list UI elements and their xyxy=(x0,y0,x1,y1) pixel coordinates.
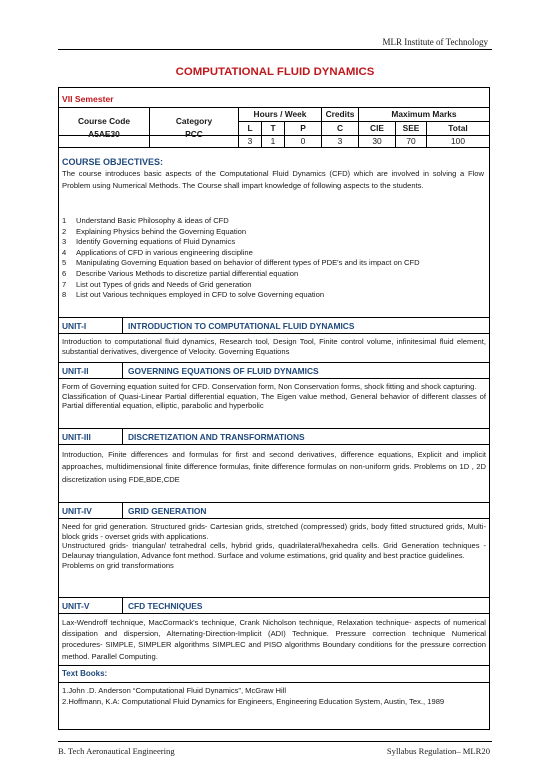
textbooks-heading: Text Books: xyxy=(62,669,108,678)
unit-code: UNIT-III xyxy=(62,432,91,442)
page-title: COMPUTATIONAL FLUID DYNAMICS xyxy=(175,66,375,78)
hours-t-value: 1 xyxy=(262,136,285,148)
objectives-intro: The course introduces basic aspects of the Computational Fluid Dynamics (CFD) which are involved in solving a Flow Problem using Numerical Methods. The Course shall impart knowledge of following aspects to the students. xyxy=(62,169,484,190)
semester-label: VII Semester xyxy=(62,94,114,104)
objectives-heading: COURSE OBJECTIVES: xyxy=(62,157,164,167)
unit-1-text: Introduction to computational fluid dynamics, Research tool, Design Tool, Finite control volume, infinitesimal fluid element, substantial derivatives, divergence of Velocity. Governing Equations xyxy=(62,337,486,356)
credits-c-header: C xyxy=(322,122,359,136)
footer-rule xyxy=(58,741,492,742)
objective-item: 6 Describe Various Methods to discretize partial differential equation xyxy=(62,268,299,278)
marks-header: Maximum Marks xyxy=(359,108,490,122)
header-rule xyxy=(58,49,492,50)
hours-p-value: 0 xyxy=(285,136,322,148)
cie-value: 30 xyxy=(359,136,396,148)
unit-1-header xyxy=(58,317,490,334)
unit-name: CFD TECHNIQUES xyxy=(128,601,203,611)
footer-left: B. Tech Aeronautical Engineering xyxy=(58,746,175,756)
cie-header: CIE xyxy=(359,122,396,136)
hours-t-header: T xyxy=(262,122,285,136)
course-code-value: A5AE30 xyxy=(59,129,150,141)
objective-item: 3 Identify Governing equations of Fluid Dynamics xyxy=(62,237,236,247)
unit-3-text: Introduction, Finite differences and formulas for first and second derivatives, difference equations, Explicit and implicit approaches, multidimensional finite difference formulas, finite difference formulas on non-uniform grids. Problems on 1D , 2D discretization using FDE,BDE,CDE xyxy=(62,450,486,484)
objective-item: 1 Understand Basic Philosophy & ideas of CFD xyxy=(62,216,229,225)
objective-item: 7 List out Types of grids and Needs of Grid generation xyxy=(62,279,252,289)
total-value: 100 xyxy=(427,136,490,148)
unit-4-header xyxy=(58,502,490,519)
hours-header: Hours / Week xyxy=(239,108,322,122)
header-institute: MLR Institute of Technology xyxy=(382,37,488,47)
unit-2-header xyxy=(58,362,490,379)
see-header: SEE xyxy=(396,122,427,136)
textbooks-list xyxy=(62,685,486,707)
objective-item: 2 Explaining Physics behind the Governing Equation xyxy=(62,226,247,236)
hours-l-header: L xyxy=(239,122,262,136)
unit-3-header xyxy=(58,428,490,445)
see-value: 70 xyxy=(396,136,427,148)
unit-name: DISCRETIZATION AND TRANSFORMATIONS xyxy=(128,432,305,442)
unit-code: UNIT-V xyxy=(62,601,90,611)
unit-name: GOVERNING EQUATIONS OF FLUID DYNAMICS xyxy=(128,366,319,376)
unit-code: UNIT-I xyxy=(62,321,87,331)
unit-name: INTRODUCTION TO COMPUTATIONAL FLUID DYNAMICS xyxy=(128,321,355,331)
unit-5-header xyxy=(58,597,490,614)
unit-name: GRID GENERATION xyxy=(128,506,207,516)
total-header: Total xyxy=(427,122,490,136)
unit-4-text: Need for grid generation. Structured grids- Cartesian grids, stretched (compressed) grids, body fitted structured grids, Multi-block grids - overset grids with applications. Unstructured grids- triangular/ tetrahedral cells, hybrid grids, quadrilateral/hexahedra cells. Grid Generation techniques - Delaunay triangulation, Advance font method. Surface and volume estimations, grid quality and best practice guidelines. Problems on grid transformations xyxy=(62,522,486,570)
hours-l-value: 3 xyxy=(239,136,262,148)
objective-item: 5 Manipulating Governing Equation based on behavior of different types of PDE's and its impact on CFD xyxy=(62,258,420,268)
hours-p-header: P xyxy=(285,122,322,136)
category-value: PCC xyxy=(150,129,239,141)
credits-value: 3 xyxy=(322,136,359,148)
credits-header: Credits xyxy=(322,108,359,122)
objectives-list xyxy=(62,216,484,301)
unit-5-text: Lax-Wendroff technique, MacCormack's technique, Crank Nicholson technique, Relaxation technique- aspects of numerical dissipation and dispersion, Alternating-Direction-Implicit (ADI) Technique. Pressure correction technique Numerical procedures- SIMPLE, SIMPLER algorithms SIMPLEC and PISO algorithms Boundary conditions for the pressure correction method. Parallel Computing. xyxy=(62,618,486,661)
course-code-header: Course Code xyxy=(59,108,150,136)
textbook-item: 1.John .D. Anderson “Computational Fluid Dynamics”, McGraw Hill xyxy=(62,686,287,695)
category-header: Category xyxy=(150,108,239,136)
objective-item: 4 Applications of CFD in various engineering discipline xyxy=(62,247,253,257)
objective-item: 8 List out Various techniques employed in CFD to solve Governing equation xyxy=(62,290,325,300)
unit-code: UNIT-IV xyxy=(62,506,92,516)
course-table xyxy=(58,107,490,148)
footer-right: Syllabus Regulation– MLR20 xyxy=(386,746,490,756)
unit-2-text: Form of Governing equation suited for CFD. Conservation form, Non Conservation forms, shock fitting and shock capturing. Classification of Quasi-Linear Partial differential equation, The Eigen value method, General behavior of different classes of Partial differential equation, elliptic, parabolic and hyperbolic xyxy=(62,382,486,411)
textbook-item: 2.Hoffmann, K.A: Computational Fluid Dynamics for Engineers, Engineering Education System, Austin, Tex., 1989 xyxy=(62,697,445,706)
unit-code: UNIT-II xyxy=(62,366,89,376)
